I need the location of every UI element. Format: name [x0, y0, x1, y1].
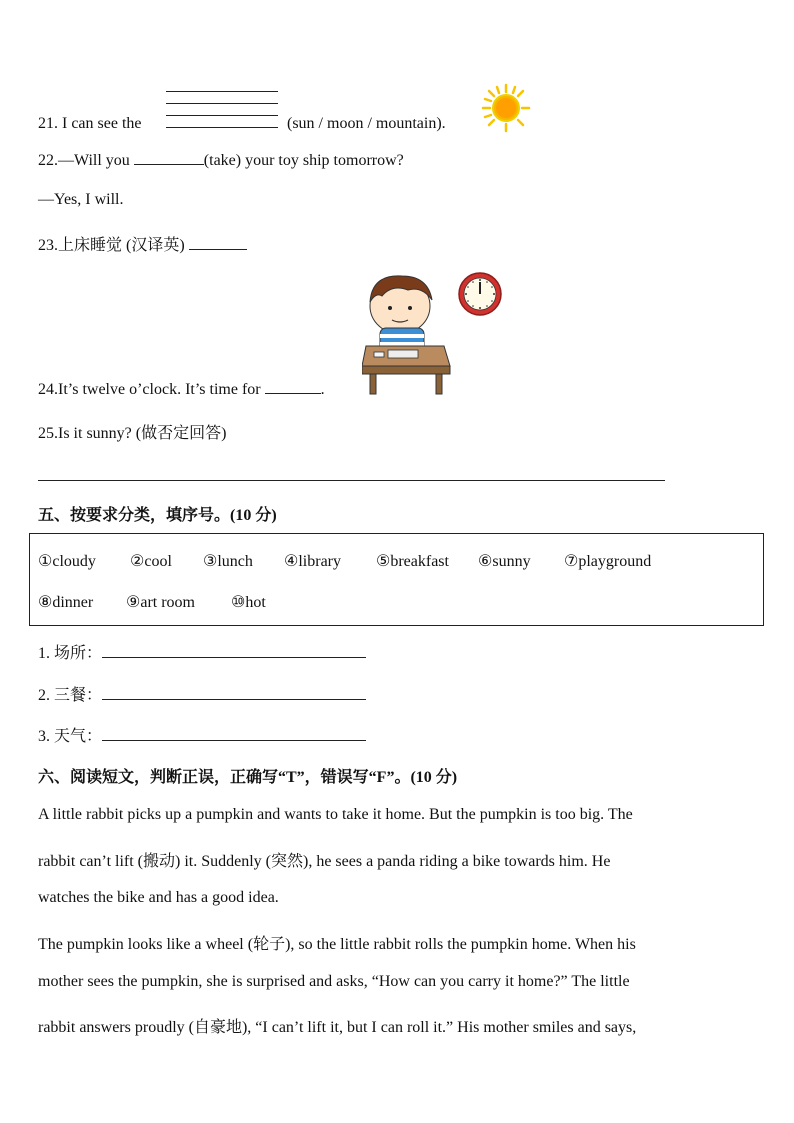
boy-eating-illustration [362, 272, 452, 396]
option-cool: ②cool [130, 553, 172, 570]
options-box [29, 533, 764, 626]
answer-line-1 [166, 91, 278, 92]
option-sunny: ⑥sunny [478, 553, 531, 570]
passage-line-1: A little rabbit picks up a pumpkin and wants to take it home. But the pumpkin is too big. The [38, 806, 633, 823]
passage-line-3: watches the bike and has a good idea. [38, 889, 279, 906]
question-21-options: (sun / moon / mountain). [287, 115, 446, 132]
category-place-label: 1. 场所： [38, 645, 103, 662]
question-24-text: 24.It’s twelve o’clock. It’s time for [38, 381, 261, 398]
category-meals-label: 2. 三餐： [38, 687, 103, 704]
question-22-text: 22.—Will you [38, 152, 130, 169]
question-22 [38, 150, 404, 170]
category-weather [38, 723, 366, 746]
question-22-rest: (take) your toy ship tomorrow? [203, 152, 404, 169]
answer-line-2 [166, 103, 278, 104]
section-5-heading: 五、按要求分类，填序号。(10 分) [38, 507, 277, 524]
question-22-blank[interactable] [134, 150, 204, 165]
question-23-blank[interactable] [189, 235, 247, 250]
option-dinner: ⑧dinner [38, 594, 94, 611]
passage-line-5: mother sees the pumpkin, she is surprised and asks, “How can you carry it home?” The little [38, 973, 630, 990]
category-meals-blank[interactable] [102, 685, 366, 700]
category-weather-blank[interactable] [102, 726, 366, 741]
option-playground: ⑦playground [564, 553, 652, 570]
question-23-text: 23.上床睡觉 (汉译英) [38, 237, 185, 254]
answer-line-3 [166, 115, 278, 116]
question-25: 25.Is it sunny? (做否定回答) [38, 425, 227, 442]
question-25-answer-line[interactable] [38, 480, 665, 481]
category-meals [38, 682, 366, 705]
passage-line-2: rabbit can’t lift (搬动) it. Suddenly (突然), he sees a panda riding a bike towards him. He [38, 853, 611, 870]
question-21-number: 21 [38, 115, 54, 132]
option-cloudy: ①cloudy [38, 553, 96, 570]
question-21-text: . I can see the [54, 115, 142, 132]
category-place-blank[interactable] [102, 643, 366, 658]
option-art-room: ⑨art room [126, 594, 195, 611]
option-hot: ⑩hot [231, 594, 266, 611]
category-weather-label: 3. 天气： [38, 728, 103, 745]
section-6-heading: 六、阅读短文，判断正误，正确写“T”，错误写“F”。(10 分) [38, 769, 458, 786]
option-library: ④library [284, 553, 341, 570]
question-22-answer: —Yes, I will. [38, 191, 124, 208]
sun-icon [481, 83, 531, 133]
category-place [38, 640, 366, 663]
question-24 [38, 379, 325, 399]
option-lunch: ③lunch [203, 553, 253, 570]
question-21 [38, 115, 142, 133]
passage-line-4: The pumpkin looks like a wheel (轮子), so the little rabbit rolls the pumpkin home. When his [38, 936, 636, 953]
option-breakfast: ⑤breakfast [376, 553, 449, 570]
passage-line-6: rabbit answers proudly (自豪地), “I can’t lift it, but I can roll it.” His mother smiles and says, [38, 1019, 637, 1036]
question-24-blank[interactable] [265, 379, 321, 394]
question-23 [38, 232, 247, 255]
clock-icon [457, 271, 503, 317]
answer-line-4 [166, 127, 278, 128]
question-24-end: . [320, 381, 325, 398]
